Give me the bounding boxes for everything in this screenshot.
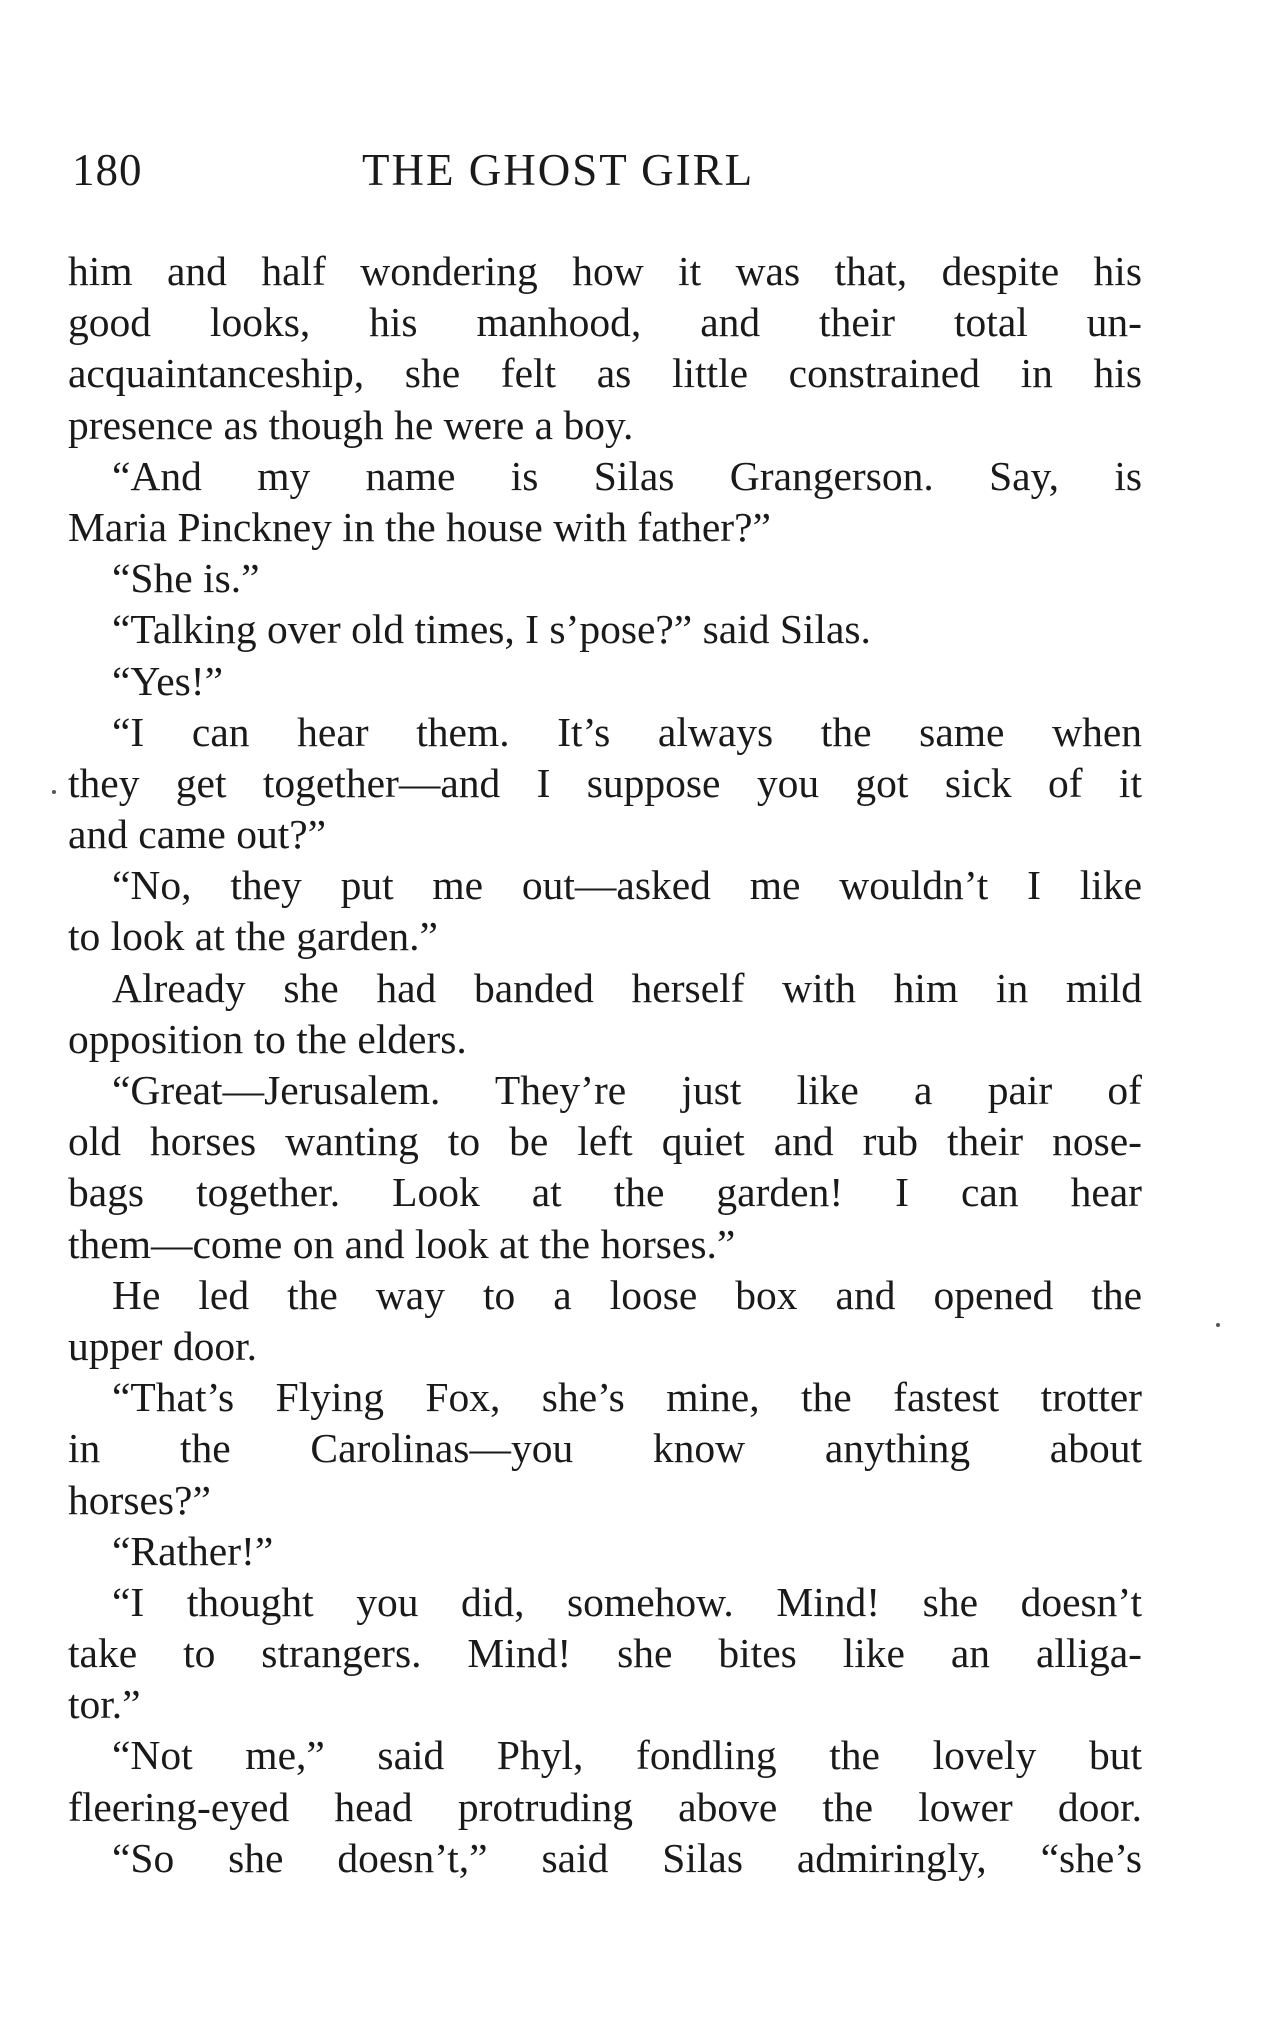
text-line: take to strangers. Mind! she bites like an alliga- (68, 1630, 1142, 1677)
text-line: “Not me,” said Phyl, fondling the lovely but (112, 1732, 1142, 1779)
text-line: “So she doesn’t,” said Silas admiringly, “she’s (112, 1834, 1142, 1881)
text-line: tor.” (68, 1681, 141, 1728)
text-line: horses?” (68, 1476, 211, 1523)
text-line: “I can hear them. It’s always the same when (112, 708, 1142, 755)
text-line: “Talking over old times, I s’pose?” said Silas. (112, 606, 871, 653)
text-line: presence as though he were a boy. (68, 401, 634, 448)
text-line: they get together—and I suppose you got sick of it (68, 759, 1142, 806)
text-line: “Rather!” (112, 1527, 274, 1574)
running-head (72, 140, 1132, 200)
text-line: He led the way to a loose box and opened the (112, 1271, 1142, 1318)
text-line: in the Carolinas—you know anything about (68, 1425, 1142, 1472)
text-line: bags together. Look at the garden! I can hear (68, 1169, 1142, 1216)
text-line: “I thought you did, somehow. Mind! she doesn’t (112, 1578, 1142, 1625)
text-line: “And my name is Silas Grangerson. Say, is (112, 452, 1142, 499)
text-line: and came out?” (68, 811, 327, 858)
text-line: “Yes!” (112, 657, 224, 704)
text-line: “She is.” (112, 555, 260, 602)
text-line: good looks, his manhood, and their total un- (68, 299, 1142, 346)
text-line: “That’s Flying Fox, she’s mine, the fastest trotter (112, 1374, 1142, 1421)
text-line: Already she had banded herself with him in mild (112, 964, 1142, 1011)
text-line: “Great—Jerusalem. They’re just like a pair of (112, 1067, 1142, 1113)
page-number: 180 (72, 145, 143, 195)
text-line: old horses wanting to be left quiet and rub their nose- (68, 1118, 1142, 1165)
text-line: Maria Pinckney in the house with father?” (68, 503, 771, 550)
text-line: fleering-eyed head protruding above the lower door. (68, 1783, 1142, 1830)
text-line: them—come on and look at the horses.” (68, 1220, 736, 1267)
print-speck (52, 790, 56, 794)
text-line: upper door. (68, 1322, 258, 1369)
text-line: him and half wondering how it was that, despite his (68, 248, 1142, 294)
text-line: acquaintanceship, she felt as little constrained in his (68, 350, 1142, 397)
text-line: “No, they put me out—asked me wouldn’t I like (112, 862, 1142, 909)
running-title: THE GHOST GIRL (362, 145, 755, 195)
text-line: to look at the garden.” (68, 913, 438, 960)
text-line: opposition to the elders. (68, 1015, 467, 1062)
body-text (68, 246, 1142, 1884)
print-speck (1216, 1323, 1220, 1327)
